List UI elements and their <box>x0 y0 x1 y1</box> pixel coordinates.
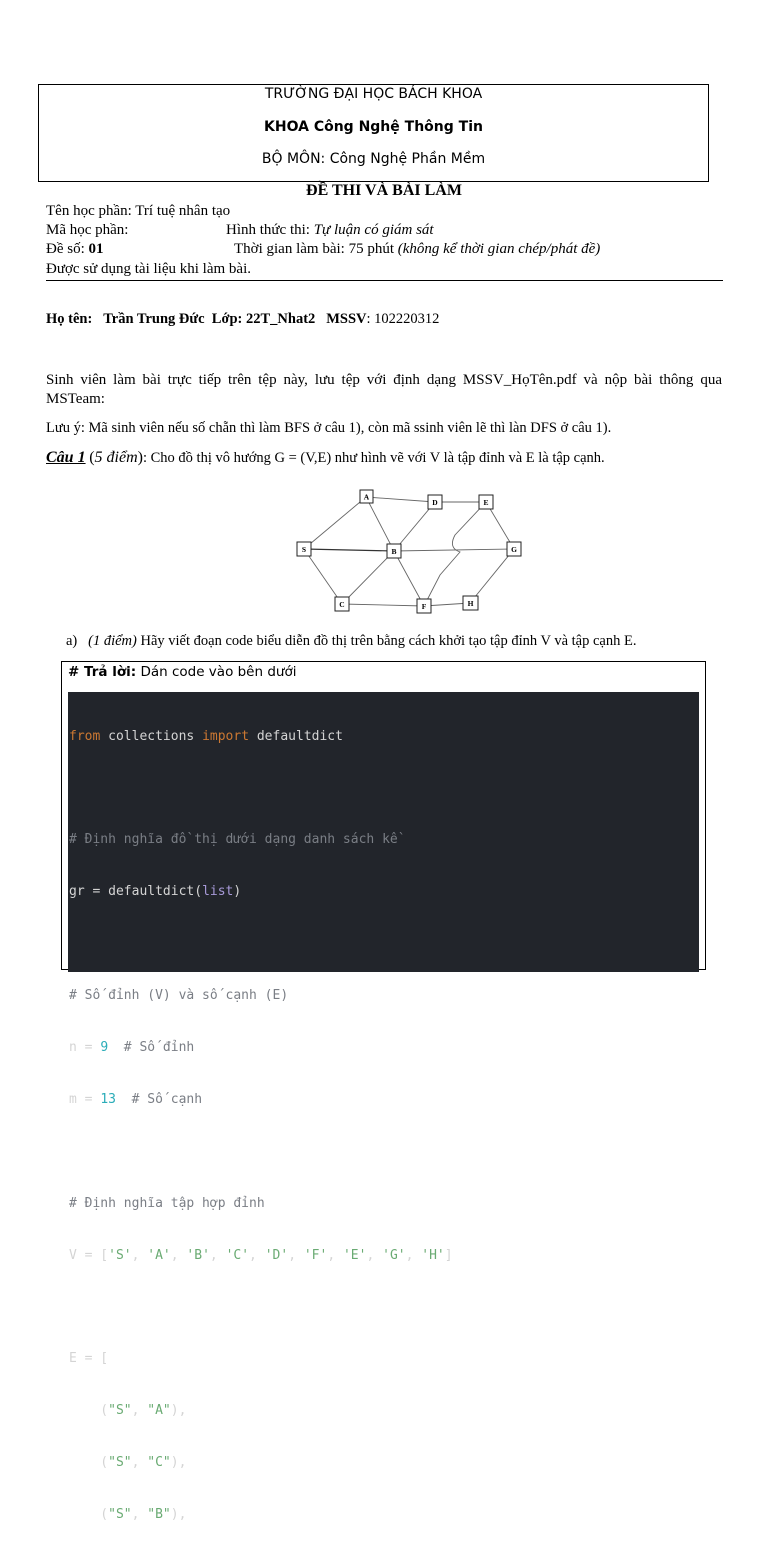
vertex-literal: 'D' <box>264 1247 289 1263</box>
graph-svg <box>290 480 530 620</box>
student-class-label: Lớp: <box>211 311 243 327</box>
exam-number-label: Đề số: <box>46 241 85 257</box>
exam-time-line <box>234 241 600 258</box>
code-line-13: E = [ <box>69 1351 109 1367</box>
code-line-14: ("S", "A"), <box>69 1403 187 1419</box>
code-line-6: # Số đỉnh (V) và số cạnh (E) <box>69 988 289 1004</box>
materials-note: Được sử dụng tài liệu khi làm bài. <box>46 261 251 277</box>
code-line-15: ("S", "C"), <box>69 1455 187 1471</box>
school-name: TRƯỜNG ĐẠI HỌC BÁCH KHOA <box>264 86 483 102</box>
student-id-label: MSSV <box>326 311 367 327</box>
vertex-literal: 'H' <box>421 1247 445 1263</box>
code-line-7: n = 9 # Số đỉnh <box>69 1039 195 1055</box>
code-line-5 <box>68 935 699 952</box>
vertex-literal: 'A' <box>147 1247 171 1263</box>
info-divider <box>46 280 723 281</box>
node-e <box>479 495 493 509</box>
node-h <box>463 596 478 610</box>
svg-text:C: C <box>339 600 345 609</box>
code-line-1: from collections import defaultdict <box>69 728 343 744</box>
exam-format-line <box>226 222 434 239</box>
code-block[interactable] <box>68 692 699 1522</box>
code-line-9 <box>68 1143 699 1160</box>
exam-time-note: (không kể thời gian chép/phát đề) <box>397 241 601 257</box>
svg-text:H: H <box>467 599 474 608</box>
sub-a-text: Hãy viết đoạn code biểu diễn đồ thị trên bằng cách khởi tạo tập đỉnh V và tập cạnh E. <box>140 633 637 649</box>
department-name: BỘ MÔN: Công Nghệ Phần Mềm <box>261 151 486 167</box>
student-name-label: Họ tên: <box>46 311 93 327</box>
sub-question-a <box>66 633 636 650</box>
vertex-literal: 'G' <box>382 1247 406 1263</box>
code-line-10: # Định nghĩa tập hợp đỉnh <box>69 1195 265 1211</box>
student-id: : 102220312 <box>366 311 440 327</box>
node-f <box>417 599 431 613</box>
course-code-label: Mã học phần: <box>46 222 129 238</box>
answer-box <box>61 661 706 1522</box>
node-b <box>387 544 401 558</box>
course-line <box>46 203 230 220</box>
svg-text:D: D <box>432 498 438 507</box>
exam-number-line <box>46 241 104 258</box>
code-line-12 <box>68 1298 699 1315</box>
sub-a-marker: a) <box>66 633 78 649</box>
faculty-name: KHOA Công Nghệ Thông Tin <box>264 119 483 135</box>
note: Lưu ý: Mã sinh viên nếu số chẵn thì làm BFS ở câu 1), còn mã ssinh viên lẽ thì làn DFS ở câu 1). <box>46 420 612 436</box>
answer-label-bold: # Trả lời: <box>68 664 137 680</box>
exam-format-value: Tự luận có giám sát <box>313 222 434 238</box>
vertex-literal: 'C' <box>225 1247 250 1263</box>
node-a <box>360 490 373 503</box>
student-class: 22T_Nhat2 <box>246 311 316 327</box>
instructions: Sinh viên làm bài trực tiếp trên tệp này, lưu tệp với định dạng MSSV_HọTên.pdf và nộp bài thông qua MSTeam: <box>46 372 722 407</box>
vertex-literal: 'S' <box>108 1247 132 1263</box>
question-1-text: : Cho đồ thị vô hướng G = (V,E) như hình vẽ với V là tập đỉnh và E là tập cạnh. <box>142 450 605 466</box>
svg-text:E: E <box>483 498 489 507</box>
question-1-points: 5 điểm <box>94 449 138 466</box>
node-g <box>507 542 521 556</box>
code-line-16: ("S", "B"), <box>69 1506 187 1522</box>
sub-a-points: (1 điểm) <box>88 633 137 649</box>
svg-text:B: B <box>391 547 397 556</box>
question-1: Câu 1 (5 điểm): Cho đồ thị vô hướng G = (V,E) như hình vẽ với V là tập đỉnh và E là tập cạnh. <box>46 449 605 466</box>
course-value: Trí tuệ nhân tạo <box>135 203 231 219</box>
vertex-literal: 'F' <box>303 1247 328 1263</box>
node-d <box>428 495 442 509</box>
node-c <box>335 597 349 611</box>
code-line-8: m = 13 # Số cạnh <box>69 1091 203 1107</box>
question-1-label: Câu 1 <box>46 449 86 466</box>
vertex-literal: 'B' <box>186 1247 210 1263</box>
student-name: Trần Trung Đức <box>103 311 205 327</box>
graph-figure <box>290 480 530 620</box>
svg-text:F: F <box>421 602 427 611</box>
svg-text:G: G <box>511 545 517 554</box>
node-s <box>297 542 311 556</box>
code-line-2 <box>68 779 699 796</box>
exam-format-label: Hình thức thi: <box>226 222 310 238</box>
answer-label-rest: Dán code vào bên dưới <box>140 664 297 680</box>
svg-text:S: S <box>301 545 307 554</box>
exam-time-label: Thời gian làm bài: 75 phút <box>234 241 394 257</box>
code-line-4: gr = defaultdict(list) <box>69 884 242 900</box>
code-line-3: # Định nghĩa đồ thị dưới dạng danh sách kề <box>69 832 398 848</box>
answer-label <box>68 664 296 680</box>
exam-title: ĐỀ THI VÀ BÀI LÀM <box>306 182 462 199</box>
svg-text:A: A <box>363 492 370 502</box>
student-line <box>46 311 439 328</box>
course-label: Tên học phần: <box>46 203 132 219</box>
exam-number-value: 01 <box>88 241 104 257</box>
vertex-literal: 'E' <box>342 1247 367 1263</box>
code-line-11: V = ['S', 'A', 'B', 'C', 'D', 'F', 'E', 'G', 'H'] <box>69 1247 453 1263</box>
